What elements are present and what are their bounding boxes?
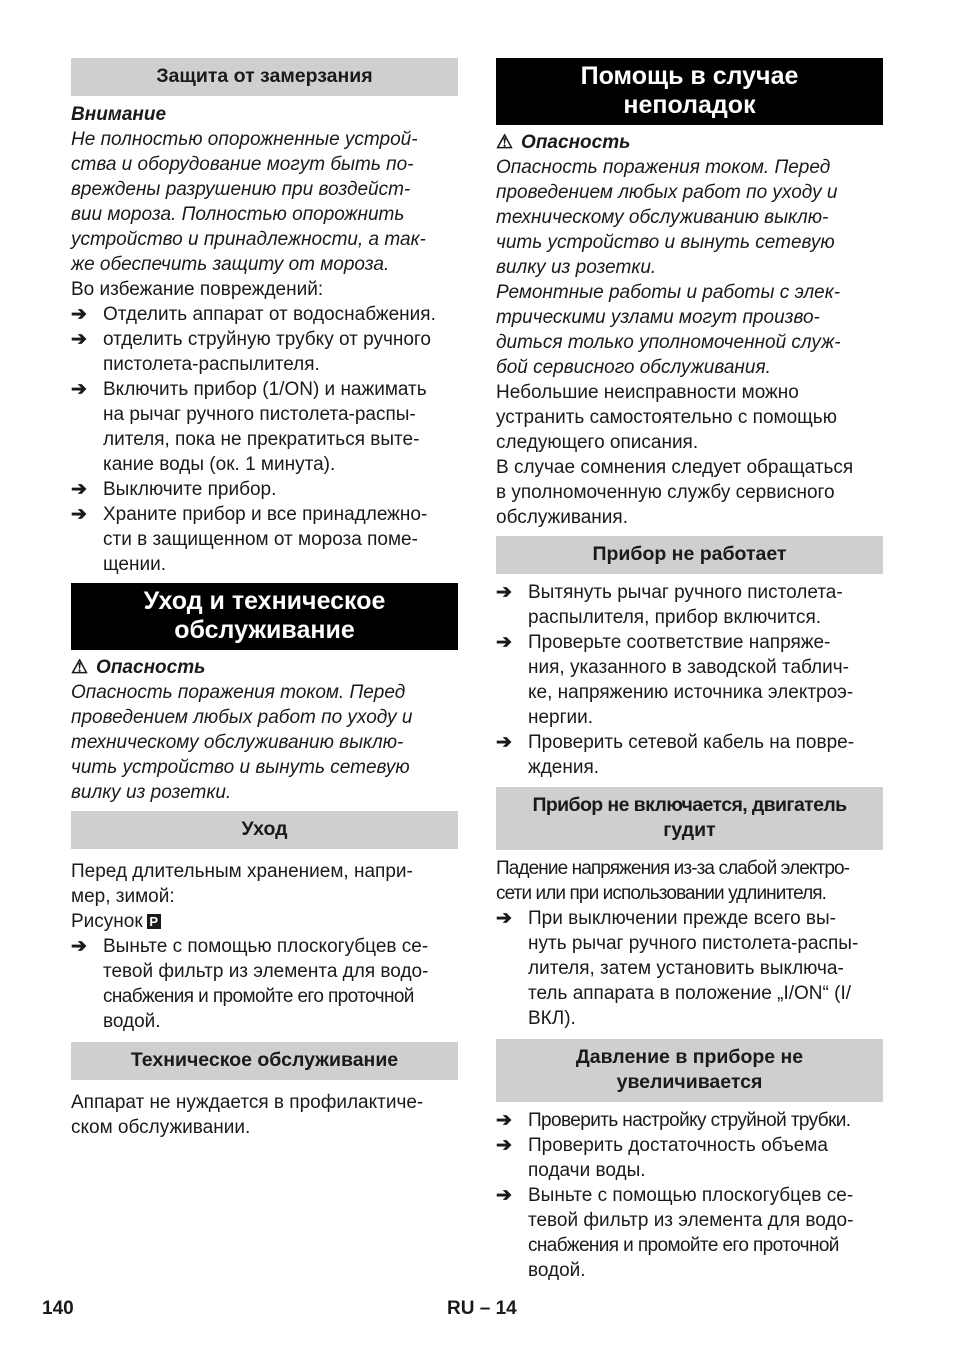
arrow-right-icon: ➔ — [71, 504, 87, 525]
danger-label: ⚠ Опасность — [71, 657, 206, 678]
arrow-right-icon: ➔ — [71, 936, 87, 957]
list-item: ➔ Проверьте соответствие напряже- ния, указанного в заводской таблич- ке, напряжению источника электроэ- нергии. — [496, 632, 854, 728]
list-item: ➔ отделить струйную трубку от ручного пистолета-распылителя. — [71, 329, 431, 375]
frost-intro: Во избежание повреждений: — [71, 279, 324, 300]
list-item: ➔ Вытянуть рычаг ручного пистолета- распылителя, прибор включится. — [496, 582, 843, 628]
list-item: ➔ Отделить аппарат от водоснабжения. — [71, 304, 436, 325]
arrow-right-icon: ➔ — [496, 1135, 512, 1156]
left-column — [71, 58, 458, 1140]
pressure-heading: Давление в приборе не увеличивается — [496, 1039, 883, 1102]
troubleshooting-heading: Помощь в случае неполадок — [496, 58, 883, 125]
care-intro: Перед длительным хранением, напри- мер, зимой: — [71, 861, 413, 907]
arrow-right-icon: ➔ — [496, 582, 512, 603]
arrow-right-icon: ➔ — [496, 908, 512, 929]
list-item: ➔ Проверить достаточность объема подачи воды. — [496, 1135, 828, 1181]
frost-steps-list — [71, 302, 458, 577]
danger-text: Опасность поражения током. Перед проведением любых работ по уходу и техническому обслуживанию выклю- чить устройство и вынуть сетевую вилку из розетки. — [71, 682, 413, 803]
list-item: ➔ Выньте с помощью плоскогубцев се- тевой фильтр из элемента для водо- снабжения и промойте его проточной водой. — [496, 1185, 854, 1281]
arrow-right-icon: ➔ — [496, 1110, 512, 1131]
maintenance-heading: Техническое обслуживание — [71, 1042, 458, 1080]
list-item: ➔ Проверить сетевой кабель на повре- ждения. — [496, 732, 855, 778]
danger-text: Опасность поражения током. Перед проведением любых работ по уходу и техническому обслуживанию выклю- чить устройство и вынуть сетевую вилку из розетки. Ремонтные работы и работы с элек- трическими узлами могут произво- диться только уполномоченной служ- бой сервисного обслуживания. — [496, 157, 841, 378]
figure-p-badge: P — [147, 914, 161, 929]
list-item: ➔ Включить прибор (1/ON) и нажимать на рычаг ручного пистолета-распы- лителя, пока не прекратиться выте- кание воды (ок. 1 минута). — [71, 379, 427, 475]
attention-label: Внимание — [71, 104, 167, 125]
arrow-right-icon: ➔ — [496, 1185, 512, 1206]
not-working-steps-list — [496, 580, 883, 780]
arrow-right-icon: ➔ — [71, 379, 87, 400]
list-item: ➔ Проверить настройку струйной трубки. — [496, 1110, 851, 1131]
arrow-right-icon: ➔ — [496, 732, 512, 753]
right-column — [496, 58, 883, 1283]
figure-reference: Рисунок P — [71, 909, 458, 934]
maintenance-text: Аппарат не нуждается в профилактиче- ском обслуживании. — [71, 1092, 424, 1138]
list-item: ➔ Выключите прибор. — [71, 479, 277, 500]
list-item: ➔ Храните прибор и все принадлежно- сти в защищенном от мороза поме- щении. — [71, 504, 428, 575]
not-working-heading: Прибор не работает — [496, 536, 883, 574]
troubleshooting-intro: Небольшие неисправности можно устранить самостоятельно с помощью следующего описания. В случае сомнения следует обращаться в уполномоченную службу сервисного обслуживания. — [496, 382, 854, 528]
list-item: ➔ При выключении прежде всего вы- нуть рычаг ручного пистолета-распы- лителя, затем установить выключа- тель аппарата в положение „I/ON“ (I/ ВКЛ). — [496, 908, 859, 1029]
page-number: 140 — [42, 1298, 74, 1319]
list-item: ➔ Выньте с помощью плоскогубцев се- тевой фильтр из элемента для водо- снабжения и промойте его проточной водой. — [71, 936, 429, 1032]
no-start-intro: Падение напряжения из-за слабой электро- сети или при использовании удлинителя. — [496, 858, 850, 904]
arrow-right-icon: ➔ — [496, 632, 512, 653]
frost-protection-heading: Защита от замерзания — [71, 58, 458, 96]
arrow-right-icon: ➔ — [71, 304, 87, 325]
attention-text: Не полностью опорожненные устрой- ства и оборудование могут быть по- вреждены разрушению при воздейст- вии мороза. Полностью опорожнить устройство и принадлежности, а так- же обеспечить защиту от мороза. — [71, 129, 426, 275]
care-maintenance-heading: Уход и техническое обслуживание — [71, 583, 458, 650]
care-heading: Уход — [71, 811, 458, 849]
arrow-right-icon: ➔ — [71, 329, 87, 350]
care-steps-list — [71, 934, 458, 1034]
warning-triangle-icon: ⚠ — [496, 132, 514, 153]
section-page-label: RU – 14 — [447, 1298, 517, 1319]
danger-label: ⚠ Опасность — [496, 132, 631, 153]
warning-triangle-icon: ⚠ — [71, 657, 89, 678]
no-start-heading: Прибор не включается, двигатель гудит — [496, 787, 883, 850]
no-start-steps-list — [496, 906, 883, 1031]
pressure-steps-list — [496, 1108, 883, 1283]
arrow-right-icon: ➔ — [71, 479, 87, 500]
